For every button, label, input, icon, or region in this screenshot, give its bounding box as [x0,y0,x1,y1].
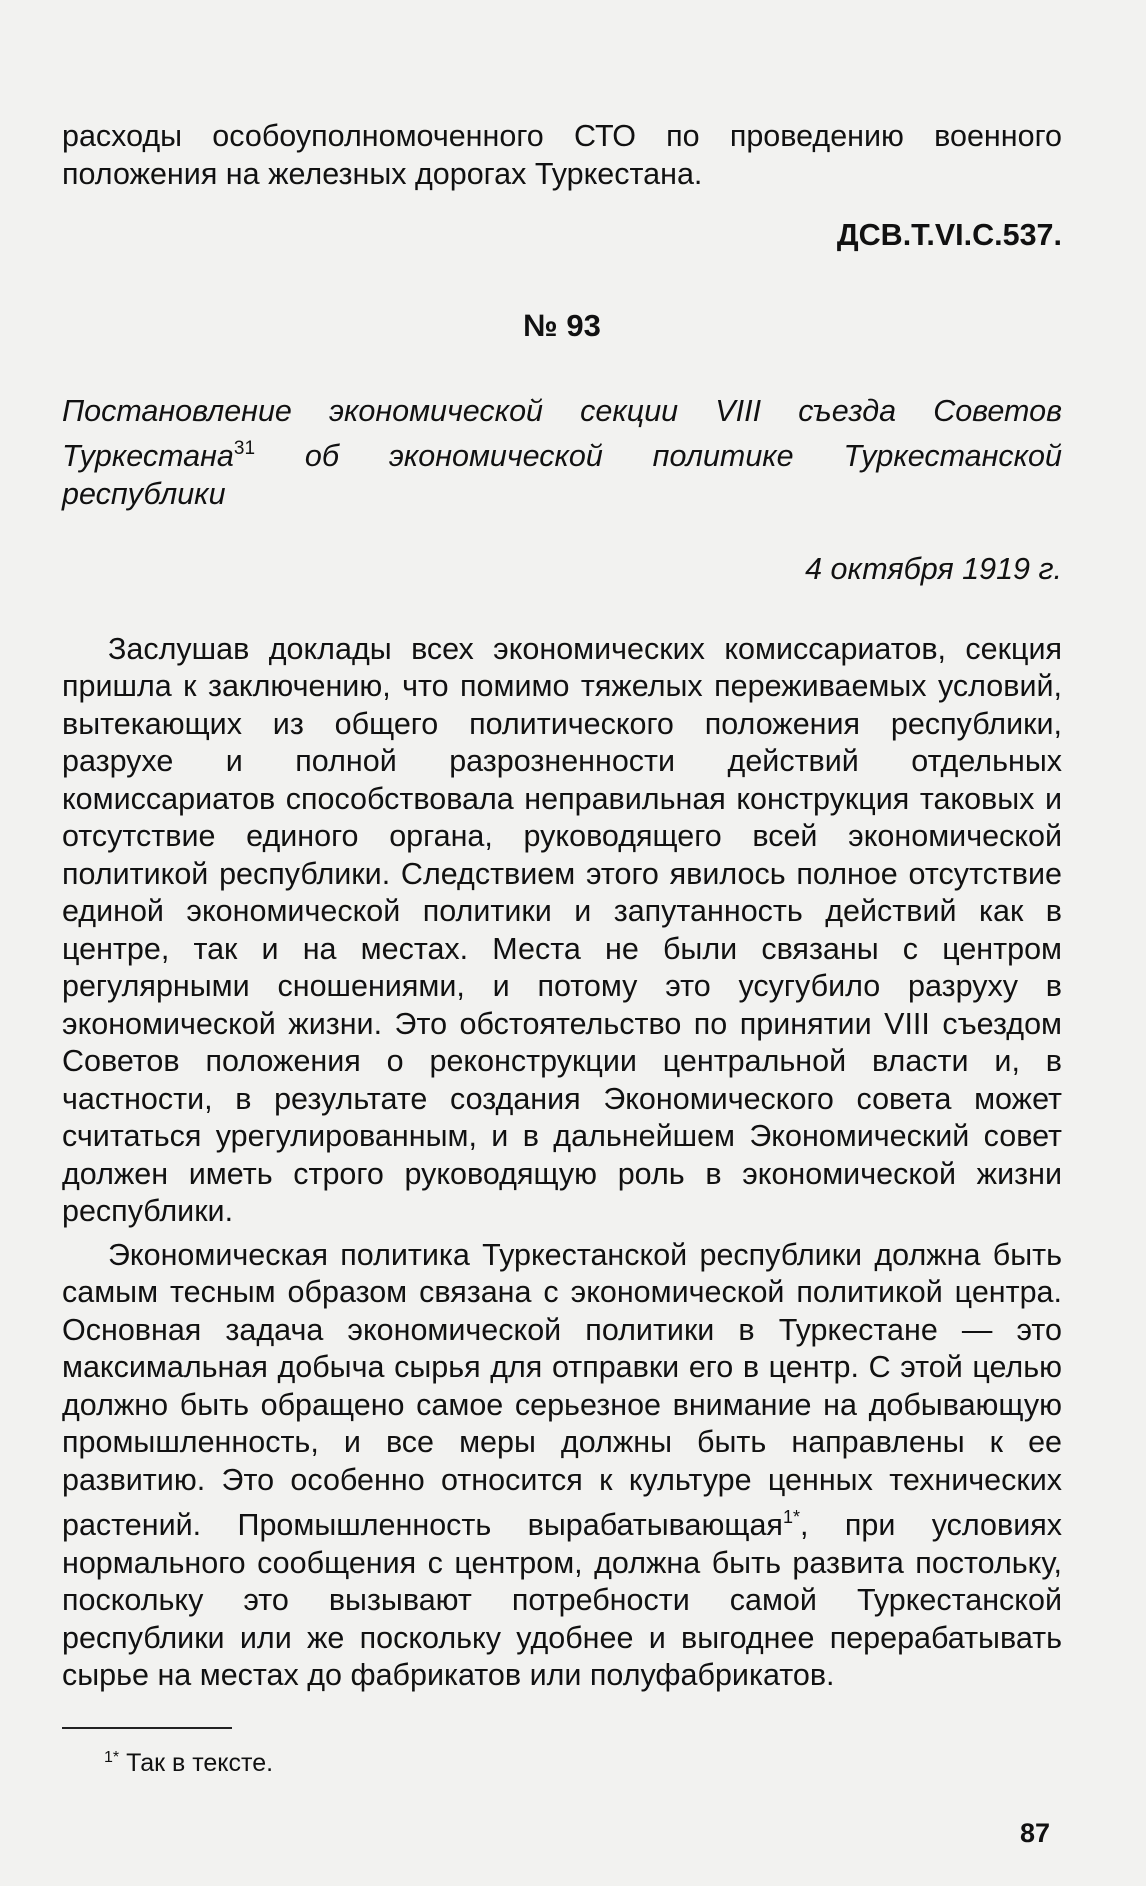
document-number: № 93 [523,307,601,343]
document-page [62,118,1062,1778]
source-reference: ДСВ.Т.VI.С.537. [836,218,1062,252]
document-date: 4 октября 1919 г. [805,552,1062,586]
footnote-mark: 1* [104,1748,120,1766]
footnote-divider [62,1727,232,1729]
body-paragraph-2 [62,1237,1062,1695]
document-title-text: Постановление экономической секции VIII съезда Советов Туркестана [62,393,1062,473]
page-number: 87 [1020,1818,1051,1848]
document-title-text-end: об экономической политике Туркестанской республики [62,439,1062,511]
footnote-reference: 1* [782,1507,800,1527]
continued-paragraph: расходы особоуполномоченного СТО по проведению военного положения на железных дорогах Туркестана. [62,119,1062,191]
document-title [62,393,1062,514]
title-note-mark: 31 [233,438,256,459]
footnote-text: Так в тексте. [119,1748,274,1777]
body-paragraph-1: Заслушав доклады всех экономических комиссариатов, секция пришла к заключению, что помимо тяжелых переживаемых условий, вытекающих из общего политического положения республики, разрухе и полной разрозненности действий отдельных комиссариатов способствовала неправильная конструкция таковых и отсутствие единого органа, руководящего всей экономической политикой республики. Следствием этого явилось полное отсутствие единой экономической политики и запутанность действий как в центре, так и на местах. Места не были связаны с центром регулярными сношениями, и потому это усугубило разруху в экономической жизни. Это обстоятельство по принятии VIII съездом Советов положения о реконструкции центральной власти и, в частности, в результате создания Экономического совета может считаться урегулированным, и в дальнейшем Экономический совет должен иметь строго руководящую роль в экономической жизни республики. [62,631,1062,1228]
body-paragraph-2-text: Экономическая политика Туркестанской республики должна быть самым тесным образом связана с экономической политикой центра. Основная задача экономической политики в Туркестане — это максимальная добыча сырья для отправки его в центр. С этой целью должно быть обращено самое серьезное внимание на добывающую промышленность, и все меры должны быть направлены к ее развитию. Это особенно относится к культуре ценных технических растений. Промышленность вырабатывающая [62,1237,1062,1542]
body-paragraph-2-text-end: , при условиях нормального сообщения с центром, должна быть развита постольку, поскольку это вызывают потребности самой Туркестанской республики или же поскольку удобнее и выгоднее перерабатывать сырье на местах до фабрикатов или полуфабрикатов. [62,1508,1063,1692]
footnote [104,1743,1062,1778]
